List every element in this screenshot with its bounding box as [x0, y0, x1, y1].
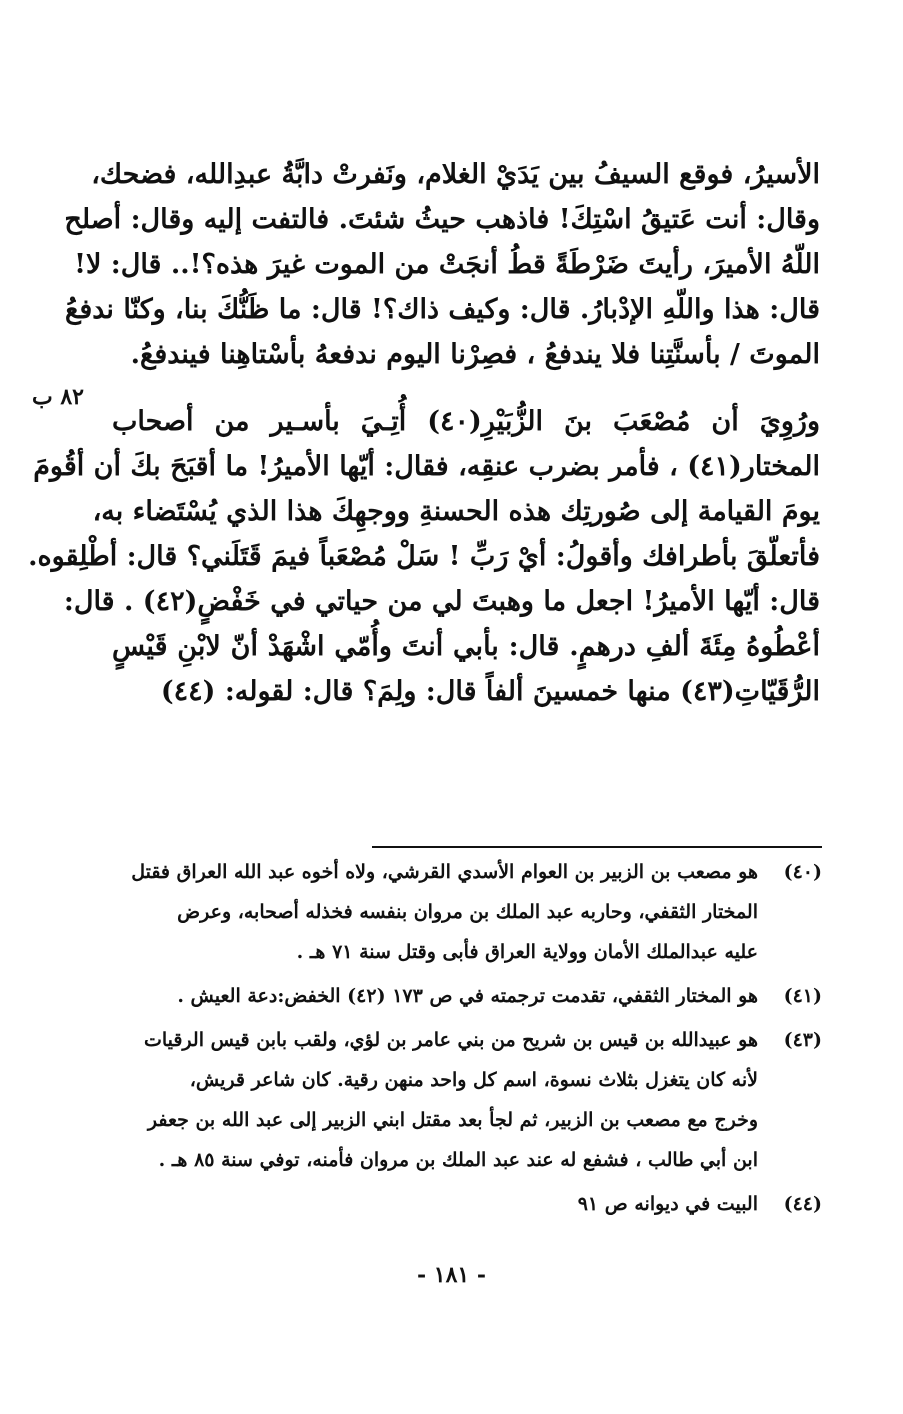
- text-line: فأتعلّقَ بأطرافك وأقولُ: أيْ رَبِّ ! سَلْ مُصْعَباً فيمَ قَتَلَني؟ قال: أطْلِقوه.: [28, 541, 820, 572]
- text-line: أعْطُوهُ مِئَةَ ألفِ درهمٍ. قال: بأبي أنتَ وأُمّي اشْهَدْ أنّ لابْنِ قَيْسٍ: [112, 631, 820, 662]
- footnote-text: [112, 976, 758, 1016]
- footnote-line: البيت في ديوانه ص ٩١: [577, 1193, 758, 1215]
- text-line: اللّهُ الأميرَ، رأيتَ ضَرْطَةً قطُ أنجَتْ من الموت غيرَ هذه؟!.. قال: لا!: [74, 249, 820, 280]
- page-number: - ١٨١ -: [416, 1262, 487, 1288]
- footnote-separator: [372, 846, 822, 848]
- footnote-line: المختار الثقفي، وحاربه عبد الملك بن مروان بنفسه فخذله أصحابه، وعرض: [177, 901, 758, 923]
- footnote: [112, 976, 822, 1016]
- text-line: ورُوِيَ أن مُصْعَبَ بنَ الزُّبَيْرِ(٤٠) أُتِـيَ بأسـير من أصحاب: [112, 406, 820, 437]
- text-line: قال: هذا واللّهِ الإدْبارُ. قال: وكيف ذاك؟! قال: ما ظَنُّكَ بنا، وكنّا ندفعُ: [64, 294, 820, 325]
- footnote-line: لأنه كان يتغزل بثلاث نسوة، اسم كل واحد منهن رقية. كان شاعر قريش،: [189, 1069, 758, 1091]
- paragraph-2: [28, 399, 820, 714]
- footnote-line: هو المختار الثقفي، تقدمت ترجمته في ص ١٧٣ (٤٢) الخفض:دعة العيش .: [177, 985, 758, 1007]
- text-line: المختار(٤١) ، فأمر بضرب عنقِه، فقال: أيّها الأميرُ! ما أقبَحَ بكَ أن أقُومَ: [33, 451, 820, 482]
- footnote-line: ابن أبي طالب ، فشفع له عند عبد الملك بن مروان فأمنه، توفي سنة ٨٥ هـ .: [158, 1149, 758, 1171]
- text-line: الأسيرُ، فوقع السيفُ بين يَدَيْ الغلام، ونَفرتْ دابَّةُ عبدِالله، فضحك،: [91, 159, 820, 190]
- footnote-text: [112, 1184, 758, 1224]
- footnote: [112, 1184, 822, 1224]
- footnote-line: وخرج مع مصعب بن الزبير، ثم لجأ بعد مقتل ابني الزبير إلى عبد الله بن جعفر: [147, 1109, 758, 1131]
- footnote-line: هو مصعب بن الزبير بن العوام الأسدي القرشي، ولاه أخوه عبد الله العراق فقتل: [131, 861, 758, 883]
- text-line: وقال: أنت عَتيقُ اسْتِكَ! فاذهب حيثُ شئتَ. فالتفت إليه وقال: أصلح: [64, 204, 820, 235]
- text-line: الموتَ / بأسنَّتِنا فلا يندفعُ ، فصِرْنا اليوم ندفعهُ بأسْتاهِنا فيندفعُ.: [130, 339, 820, 370]
- footnote-line: عليه عبدالملك الأمان وولاية العراق فأبى وقتل سنة ٧١ هـ .: [296, 941, 758, 963]
- footnotes: [112, 852, 822, 1228]
- footnote-number: (٤١): [783, 985, 822, 1007]
- footnote-number: (٤٤): [783, 1193, 822, 1215]
- footnote-text: [112, 852, 758, 972]
- manuscript-folio-note: ٨٢ ب: [31, 384, 84, 410]
- footnote-number: (٤٣): [783, 1029, 822, 1051]
- footnote: [112, 1020, 822, 1180]
- text-line: الرُّقَيّاتِ(٤٣) منها خمسينَ ألفاً قال: ولِمَ؟ قال: لقوله: (٤٤): [160, 676, 820, 707]
- footnote-text: [112, 1020, 758, 1180]
- footnote: [112, 852, 822, 972]
- footnote-line: هو عبيدالله بن قيس بن شريح من بني عامر بن لؤي، ولقب بابن قيس الرقيات: [143, 1029, 758, 1051]
- paragraph-1: [64, 152, 820, 377]
- text-line: يومَ القيامة إلى صُورتِك هذه الحسنةِ ووجهِكَ هذا الذي يُسْتَضاء به،: [92, 496, 820, 527]
- footnote-number: (٤٠): [783, 861, 822, 883]
- text-line: قال: أيّها الأميرُ! اجعل ما وهبتَ لي من حياتي في خَفْضٍ(٤٢) . قال:: [63, 586, 820, 617]
